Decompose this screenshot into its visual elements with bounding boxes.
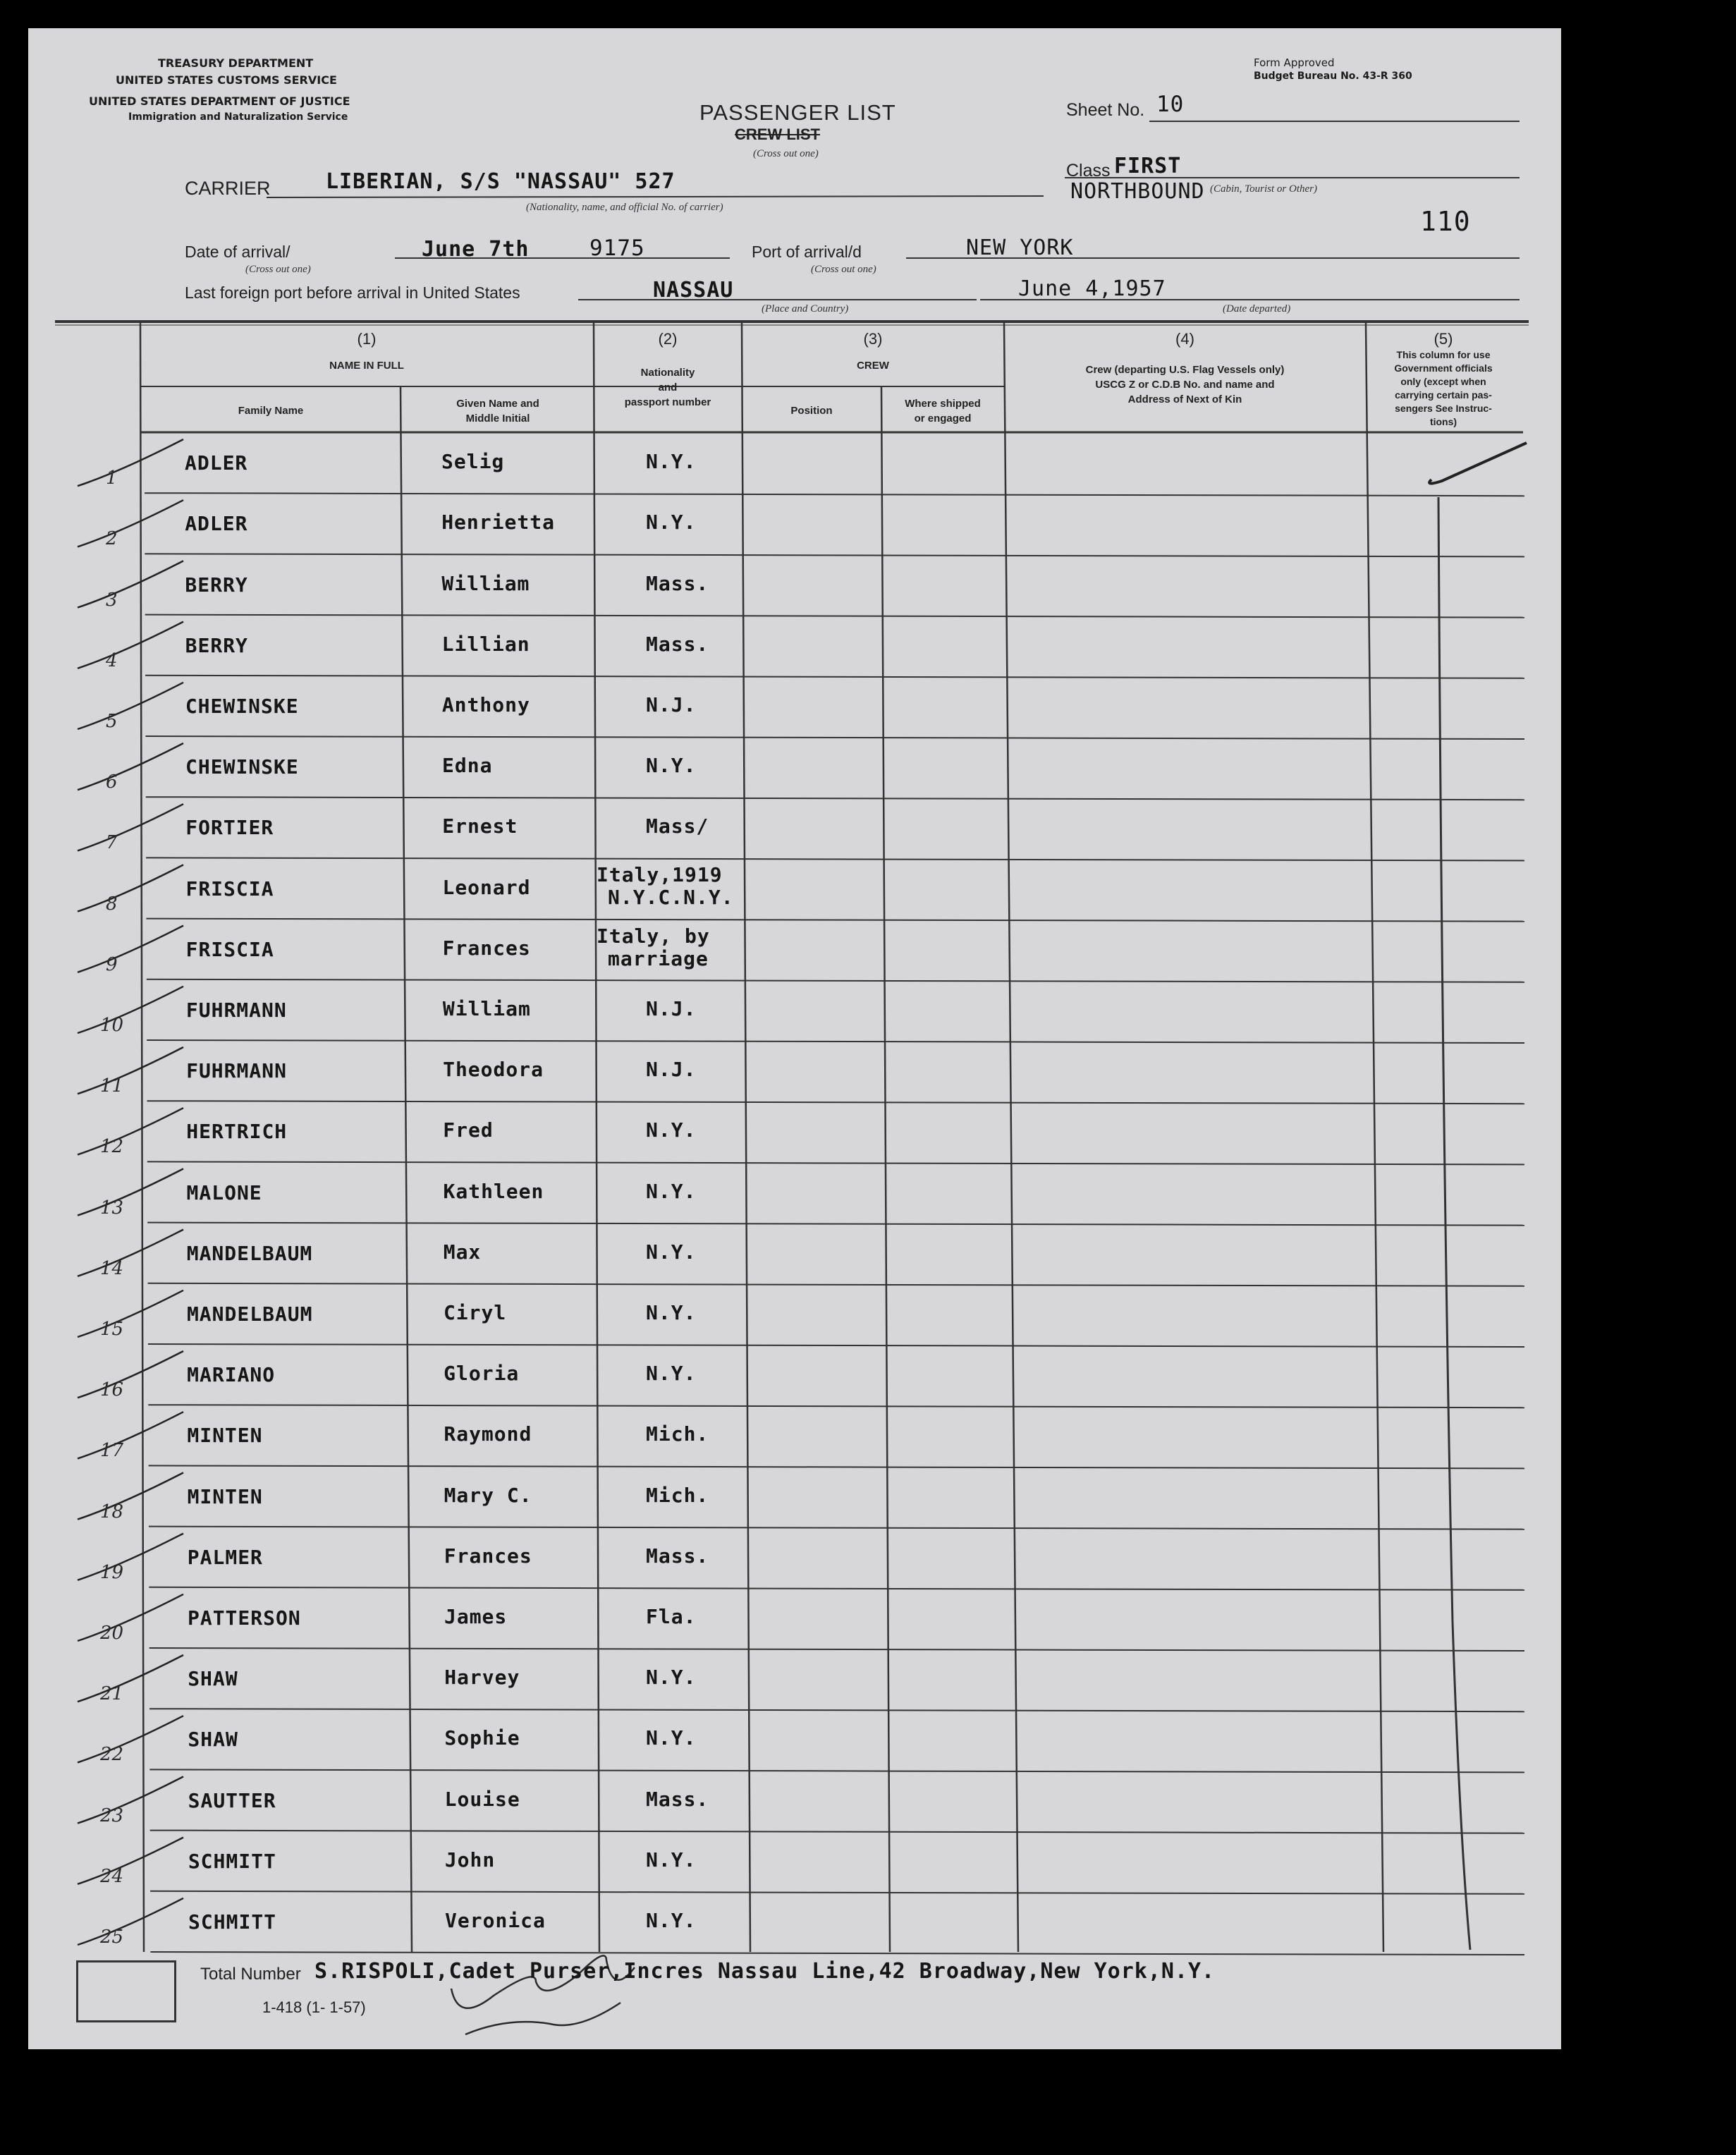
- sheet-label: Sheet No.: [1066, 100, 1145, 120]
- given-name: Gloria: [444, 1362, 520, 1386]
- family-name: FRISCIA: [185, 937, 274, 961]
- row-number: 11: [100, 1075, 124, 1097]
- nationality: Mich.: [646, 1422, 709, 1446]
- row-number: 7: [106, 832, 118, 854]
- port-arrival-hint: (Cross out one): [811, 264, 876, 275]
- row-rule: [149, 1527, 1524, 1530]
- row-check-mark: [78, 987, 183, 1033]
- row-check-mark: [78, 622, 183, 669]
- family-name: MANDELBAUM: [186, 1241, 313, 1265]
- row-number: 5: [106, 711, 118, 732]
- carrier-label: CARRIER: [185, 178, 271, 199]
- signature-line: S.RISPOLI,Cadet Purser,Incres Nassau Line,42 Broadway,New York,N.Y.: [314, 1959, 1216, 1984]
- family-name: BERRY: [185, 633, 248, 657]
- nationality: N.Y.: [646, 754, 697, 778]
- row-rule: [145, 676, 1524, 678]
- row-number: 2: [106, 528, 118, 550]
- row-number: 21: [100, 1683, 124, 1705]
- row-rule: [147, 1101, 1525, 1104]
- family-name: SCHMITT: [188, 1910, 277, 1934]
- nationality: N.Y.: [646, 1666, 697, 1690]
- row-check-mark: [78, 1838, 183, 1884]
- row-check-mark: [78, 1168, 183, 1215]
- family-name: CHEWINSKE: [185, 694, 299, 718]
- nationality: N.Y.: [646, 1118, 697, 1142]
- family-name: FRISCIA: [185, 877, 274, 901]
- row-check-mark: [78, 1898, 183, 1945]
- col3-title: CREW: [857, 360, 889, 372]
- family-name: PALMER: [187, 1545, 263, 1569]
- given-name: Kathleen: [443, 1179, 544, 1203]
- row-number: 16: [100, 1379, 124, 1401]
- given-name: Mary C.: [444, 1483, 532, 1507]
- row-check-mark: [78, 500, 183, 550]
- row-rule: [149, 1587, 1524, 1590]
- family-name: BERRY: [185, 573, 248, 597]
- given-name: Sophie: [444, 1726, 520, 1750]
- row-rule: [145, 554, 1524, 556]
- given-name: Ernest: [442, 814, 518, 838]
- date-arrival-value: June 7th: [422, 237, 530, 262]
- row-number: 12: [100, 1136, 124, 1158]
- class-hint: (Cabin, Tourist or Other): [1210, 183, 1317, 195]
- crew-list-struck: CREW LIST: [735, 126, 820, 143]
- row-number: 20: [100, 1623, 124, 1644]
- row-number: 15: [100, 1319, 124, 1340]
- row-number: 17: [100, 1440, 124, 1462]
- given-name: Ciryl: [443, 1300, 507, 1324]
- nationality: Mass.: [646, 571, 709, 595]
- family-name: MARIANO: [187, 1363, 276, 1387]
- nationality: Italy,1919: [597, 863, 723, 887]
- nationality: N.Y.: [646, 511, 697, 535]
- row-rule: [146, 857, 1524, 860]
- agency-line-3: UNITED STATES DEPARTMENT OF JUSTICE: [89, 94, 350, 108]
- nationality-line-2: marriage: [608, 946, 709, 970]
- nationality: N.Y.: [646, 1179, 697, 1203]
- col2-number: (2): [658, 330, 678, 348]
- row-number: 6: [106, 771, 118, 793]
- family-name: SCHMITT: [188, 1849, 276, 1873]
- col1-title: NAME IN FULL: [329, 360, 404, 372]
- given-name: James: [444, 1604, 508, 1628]
- row-rule: [149, 1709, 1524, 1711]
- document-title: PASSENGER LIST: [699, 100, 896, 125]
- family-name: MANDELBAUM: [186, 1302, 313, 1326]
- row-number: 3: [106, 589, 118, 611]
- row-check-mark: [78, 1230, 183, 1276]
- row-rule: [147, 1040, 1524, 1043]
- row-rule: [145, 615, 1524, 618]
- family-name: HERTRICH: [186, 1120, 288, 1144]
- row-check-mark: [78, 1047, 183, 1094]
- form-number: 1-418 (1- 1-57): [262, 1998, 366, 2016]
- port-arrival-label: Port of arrival/d: [752, 243, 862, 261]
- row-check-mark: [78, 561, 183, 607]
- given-name: Harvey: [444, 1666, 520, 1690]
- given-name: John: [444, 1848, 496, 1872]
- family-name: SHAW: [188, 1728, 238, 1752]
- nationality: N.J.: [646, 996, 697, 1020]
- given-name: Fred: [443, 1118, 494, 1142]
- port-arrival-value: NEW YORK: [966, 236, 1074, 260]
- class-value-2: NORTHBOUND: [1070, 179, 1205, 204]
- nationality: N.Y.: [646, 450, 697, 474]
- row-check-mark: [78, 1776, 183, 1823]
- agency-line-2: UNITED STATES CUSTOMS SERVICE: [116, 73, 337, 87]
- date-arrival-label: Date of arrival/: [185, 243, 291, 261]
- given-name: Raymond: [444, 1422, 532, 1446]
- row-number: 9: [106, 953, 118, 975]
- family-name: CHEWINSKE: [185, 755, 299, 779]
- row-rule: [149, 1648, 1524, 1651]
- date-arrival-number: 9175: [589, 236, 645, 261]
- given-name: Leonard: [442, 875, 531, 899]
- row-rule: [146, 797, 1524, 800]
- given-name: Lillian: [441, 632, 530, 656]
- row-check-mark: [78, 1108, 183, 1154]
- given-name: William: [441, 571, 530, 595]
- nationality-line-2: N.Y.C.N.Y.: [608, 886, 734, 910]
- date-departed-value: June 4,1957: [1018, 276, 1166, 301]
- given-name: Max: [443, 1240, 482, 1264]
- row-check-mark: [78, 1290, 183, 1337]
- row-rule: [150, 1952, 1524, 1955]
- row-number: 10: [100, 1015, 124, 1036]
- row-check-mark: [78, 1351, 183, 1401]
- given-name: Frances: [444, 1544, 532, 1568]
- row-number: 25: [100, 1927, 124, 1948]
- class-label: Class: [1066, 161, 1111, 181]
- given-name: Frances: [442, 936, 531, 960]
- agency-line-1: TREASURY DEPARTMENT: [158, 56, 314, 70]
- row-number: 1: [106, 468, 118, 489]
- row-number: 14: [100, 1257, 124, 1279]
- given-name: Theodora: [443, 1058, 544, 1082]
- family-name: MALONE: [186, 1180, 262, 1204]
- given-name: William: [442, 996, 531, 1020]
- col4-number: (4): [1175, 330, 1194, 348]
- family-name: SHAW: [188, 1667, 238, 1691]
- row-number: 8: [106, 893, 118, 915]
- family-name: PATTERSON: [187, 1606, 301, 1630]
- row-rule: [148, 1405, 1524, 1408]
- col3b-title: Where shipped or engaged: [905, 398, 981, 425]
- last-port-value: NASSAU: [653, 278, 734, 303]
- form-approved: Form Approved: [1254, 56, 1335, 69]
- row-check-mark: [78, 1716, 183, 1762]
- row-rule: [150, 1831, 1524, 1833]
- row-rule: [148, 1344, 1524, 1347]
- nationality: Mass.: [646, 632, 709, 656]
- col5-title: This column for use Government officials only (except when carrying certain pas- sengers See Instruc- tions): [1394, 349, 1493, 427]
- row-rule: [145, 493, 1524, 496]
- row-check-mark: [78, 683, 183, 729]
- nationality: N.Y.: [646, 1362, 697, 1386]
- row-number: 24: [100, 1865, 124, 1887]
- given-name: Selig: [441, 450, 505, 474]
- row-check-mark: [78, 804, 183, 850]
- row-check-mark: [78, 1472, 183, 1519]
- col3-number: (3): [863, 330, 883, 348]
- row-check-mark: [78, 743, 183, 790]
- total-number-label: Total Number: [200, 1965, 301, 1984]
- row-rule: [147, 1223, 1524, 1226]
- page-number: 110: [1420, 206, 1471, 237]
- given-name: Veronica: [445, 1908, 546, 1932]
- col1b-title: Given Name and Middle Initial: [456, 398, 539, 425]
- family-name: ADLER: [185, 451, 248, 475]
- row-rule: [147, 1161, 1524, 1164]
- budget-bureau: Budget Bureau No. 43-R 360: [1254, 71, 1412, 82]
- col1-number: (1): [357, 330, 377, 348]
- row-rule: [148, 1283, 1524, 1286]
- row-rule: [146, 919, 1524, 922]
- carrier-value: LIBERIAN, S/S "NASSAU" 527: [326, 169, 676, 194]
- row-number: 18: [100, 1501, 124, 1522]
- family-name: FUHRMANN: [185, 998, 287, 1022]
- family-name: MINTEN: [187, 1484, 263, 1508]
- nationality: Fla.: [646, 1604, 697, 1628]
- nationality: N.Y.: [646, 1300, 697, 1324]
- nationality: Mass/: [646, 814, 709, 838]
- row-number: 23: [100, 1805, 124, 1826]
- family-name: SAUTTER: [188, 1788, 276, 1812]
- class-value: FIRST: [1114, 154, 1182, 178]
- family-name: ADLER: [185, 512, 248, 536]
- family-name: FORTIER: [185, 816, 274, 840]
- given-name: Edna: [442, 754, 493, 778]
- col2-title: Nationality and passport number: [624, 367, 711, 408]
- last-port-label: Last foreign port before arrival in United States: [185, 283, 520, 302]
- family-name: FUHRMANN: [186, 1059, 287, 1083]
- nationality: N.Y.: [646, 1848, 697, 1872]
- nationality: N.Y.: [646, 1726, 697, 1750]
- nationality: Mich.: [646, 1483, 709, 1507]
- row-number: 19: [100, 1561, 124, 1583]
- given-name: Henrietta: [441, 511, 555, 535]
- row-check-mark: [78, 865, 183, 911]
- row-number: 13: [100, 1197, 124, 1219]
- agency-line-4: Immigration and Naturalization Service: [128, 111, 348, 123]
- nationality: N.J.: [646, 1058, 697, 1082]
- nationality: Italy, by: [597, 924, 710, 948]
- cross-out-note: (Cross out one): [753, 148, 819, 159]
- col1a-title: Family Name: [238, 405, 304, 417]
- row-rule: [145, 736, 1524, 739]
- nationality: N.Y.: [646, 1240, 697, 1264]
- nationality: N.J.: [646, 692, 697, 716]
- col3a-title: Position: [790, 405, 833, 417]
- col5-number: (5): [1434, 330, 1453, 348]
- nationality: N.Y.: [646, 1908, 697, 1932]
- row-check-mark: [78, 1594, 183, 1641]
- last-port-hint: (Place and Country): [762, 303, 849, 315]
- date-arrival-hint: (Cross out one): [245, 264, 311, 275]
- row-rule: [149, 1465, 1524, 1468]
- carrier-hint: (Nationality, name, and official No. of carrier): [526, 202, 723, 213]
- row-check-mark: [78, 439, 183, 486]
- total-number-box: [76, 1960, 176, 2022]
- nationality: Mass.: [646, 1544, 709, 1568]
- given-name: Anthony: [441, 692, 530, 716]
- row-number: 22: [100, 1744, 124, 1766]
- row-check-mark: [78, 1655, 183, 1705]
- given-name: Louise: [444, 1787, 520, 1811]
- row-check-mark: [78, 926, 183, 972]
- row-check-mark: [78, 1534, 183, 1580]
- sheet-number: 10: [1156, 92, 1185, 117]
- row-number: 4: [106, 649, 118, 671]
- row-rule: [150, 1891, 1524, 1894]
- row-check-mark: [78, 1412, 183, 1458]
- nationality: Mass.: [646, 1787, 709, 1811]
- row-rule: [149, 1769, 1524, 1772]
- row-rule: [147, 979, 1524, 982]
- col4-title: Crew (departing U.S. Flag Vessels only) USCG Z or C.D.B No. and name and Address of Next of Kin: [1085, 364, 1285, 405]
- family-name: MINTEN: [187, 1424, 263, 1448]
- date-departed-hint: (Date departed): [1223, 303, 1291, 315]
